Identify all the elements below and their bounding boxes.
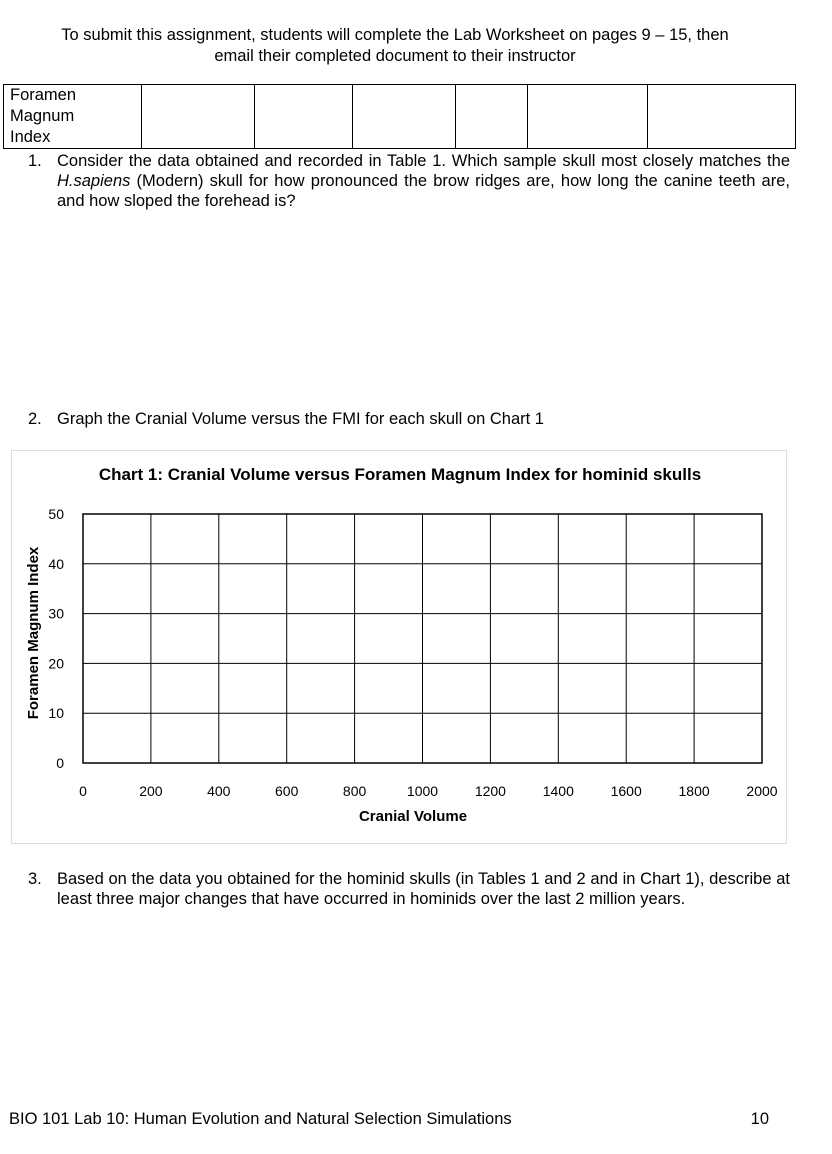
page-footer [9, 1110, 769, 1129]
chart-1 [11, 450, 787, 844]
question-text-part: Consider the data obtained and recorded in Table 1. Which sample skull most closely matches the [57, 152, 790, 170]
x-tick-label: 1400 [542, 783, 574, 799]
submission-instructions [0, 25, 790, 67]
x-tick-label: 2000 [746, 783, 778, 799]
question-2 [28, 409, 790, 429]
y-tick-label: 30 [48, 605, 64, 622]
x-axis-label: Cranial Volume [358, 808, 468, 825]
fmi-cell[interactable] [142, 85, 255, 149]
x-tick-label: 800 [342, 783, 367, 799]
chart-title: Chart 1: Cranial Volume versus Foramen Magnum Index for hominid skulls [98, 465, 702, 484]
question-text: Graph the Cranial Volume versus the FMI for each skull on Chart 1 [57, 410, 544, 428]
question-number: 3. [28, 870, 42, 888]
y-tick-label: 0 [56, 755, 64, 771]
fmi-label-line: Foramen [10, 86, 77, 104]
x-tick-label: 400 [207, 783, 231, 799]
chart-canvas [12, 451, 788, 845]
fmi-cell[interactable] [353, 85, 456, 149]
x-tick-label: 1600 [610, 783, 642, 799]
fmi-label-line: Index [10, 128, 51, 146]
y-tick-label: 10 [48, 705, 64, 722]
instructions-line-1: To submit this assignment, students will complete the Lab Worksheet on pages 9 – 15, then [61, 26, 729, 44]
y-tick-label: 50 [48, 506, 64, 522]
x-tick-label: 0 [79, 783, 87, 799]
x-tick-label: 200 [139, 783, 163, 799]
x-tick-label: 1000 [406, 783, 439, 799]
fmi-cell[interactable] [648, 85, 796, 149]
question-text: Based on the data you obtained for the hominid skulls (in Tables 1 and 2 and in Chart 1), describe at least three major changes that have occurred in hominids over the last 2 million years. [57, 870, 790, 908]
fmi-cell[interactable] [456, 85, 528, 149]
question-3 [28, 869, 790, 909]
question-text [57, 151, 790, 211]
fmi-cell[interactable] [528, 85, 648, 149]
instructions-line-2: email their completed document to their instructor [214, 47, 576, 65]
x-tick-label: 1800 [678, 783, 710, 799]
y-axis-label: Foramen Magnum Index [25, 546, 42, 720]
fmi-label-line: Magnum [10, 107, 75, 125]
table-row [4, 85, 796, 149]
fmi-table [3, 84, 796, 149]
fmi-cell[interactable] [255, 85, 353, 149]
question-1 [28, 151, 790, 211]
question-text-part: (Modern) skull for how pronounced the brow ridges are, how long the canine teeth are, and how sloped the forehead is? [57, 172, 790, 210]
species-name: H.sapiens [57, 172, 131, 190]
x-tick-label: 1200 [474, 783, 506, 799]
x-tick-label: 600 [275, 783, 299, 799]
page-number: 10 [750, 1110, 769, 1128]
y-tick-label: 40 [48, 555, 64, 572]
question-number: 2. [28, 410, 42, 428]
y-tick-label: 20 [48, 655, 64, 672]
question-number: 1. [28, 152, 42, 170]
course-title: BIO 101 Lab 10: Human Evolution and Natural Selection Simulations [9, 1110, 512, 1128]
fmi-row-label [4, 85, 142, 149]
